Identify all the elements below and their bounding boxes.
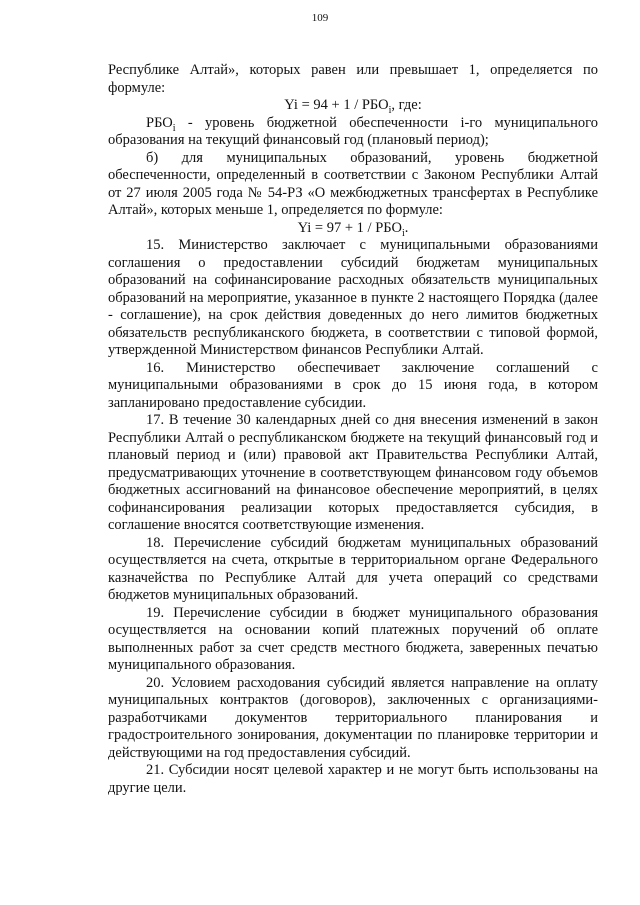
paragraph-20: 20. Условием расходования субсидий является направление на оплату муниципальных контрактов (договоров), заключенных с организациями-разработчиками документов территориального планирования и градостроительного зонирования, документации по планировке территории и действующими на год предоставления субсидий. (108, 674, 598, 761)
paragraph-15: 15. Министерство заключает с муниципальными образованиями соглашения о предоставлении субсидий бюджетам муниципальных образований на софинансирование расходных обязательств муниципальных образований на мероприятие, указанное в пункте 2 настоящего Порядка (далее - соглашение), на срок действия доведенных до него лимитов бюджетных обязательств республиканского бюджета, в соответствии с типовой формой, утвержденной Министерством финансов Республики Алтай. (108, 237, 598, 358)
paragraph-17: 17. В течение 30 календарных дней со дня внесения изменений в закон Республики Алтай о республиканском бюджете на текущий финансовый год и плановый период и (или) правовой акт Правительства Республики Алтай, предусматривающих уточнение в соответствующем финансовом году объемов бюджетных ассигнований на финансовое обеспечение мероприятий, в целях софинансирования реализации которых предоставляется субсидия, в соглашение вносятся соответствующие изменения. (108, 412, 598, 533)
paragraph-formula-intro: Республике Алтай», которых равен или превышает 1, определяется по формуле: (108, 62, 598, 96)
paragraph-16: 16. Министерство обеспечивает заключение соглашений с муниципальными образованиями в срок до 15 июня года, в котором запланировано предоставление субсидии. (108, 359, 598, 411)
body-text (108, 62, 598, 797)
paragraph-21: 21. Субсидии носят целевой характер и не могут быть использованы на другие цели. (108, 762, 598, 796)
paragraph-rbo-definition: $РБО_i$ - уровень бюджетной обеспеченности i-го муниципального образования на текущий финансовый год (плановый период); (108, 114, 598, 148)
formula-b: $Yi = 97 + 1 / РБО_i$. (297, 219, 409, 239)
page-number: 109 (311, 12, 329, 24)
paragraph-19: 19. Перечисление субсидии в бюджет муниципального образования осуществляется на основании копий платежных поручений об оплате выполненных работ за счет средств местного бюджета, заверенных печатью муниципального образования. (108, 604, 598, 673)
paragraph-18: 18. Перечисление субсидий бюджетам муниципальных образований осуществляется на счета, открытые в территориальном органе Федерального казначейства по Республике Алтай для учета операций со средствами бюджетов муниципальных образований. (108, 534, 598, 603)
formula-a: $Yi = 94 + 1 / РБО_i$, где: (284, 97, 422, 116)
paragraph-item-b: б) для муниципальных образований, уровень бюджетной обеспеченности, определенный в соответствии с Законом Республики Алтай от 27 июля 2005 года № 54-РЗ «О межбюджетных трансфертах в Республике Алтай», которых меньше 1, определяется по формуле: (108, 149, 598, 218)
